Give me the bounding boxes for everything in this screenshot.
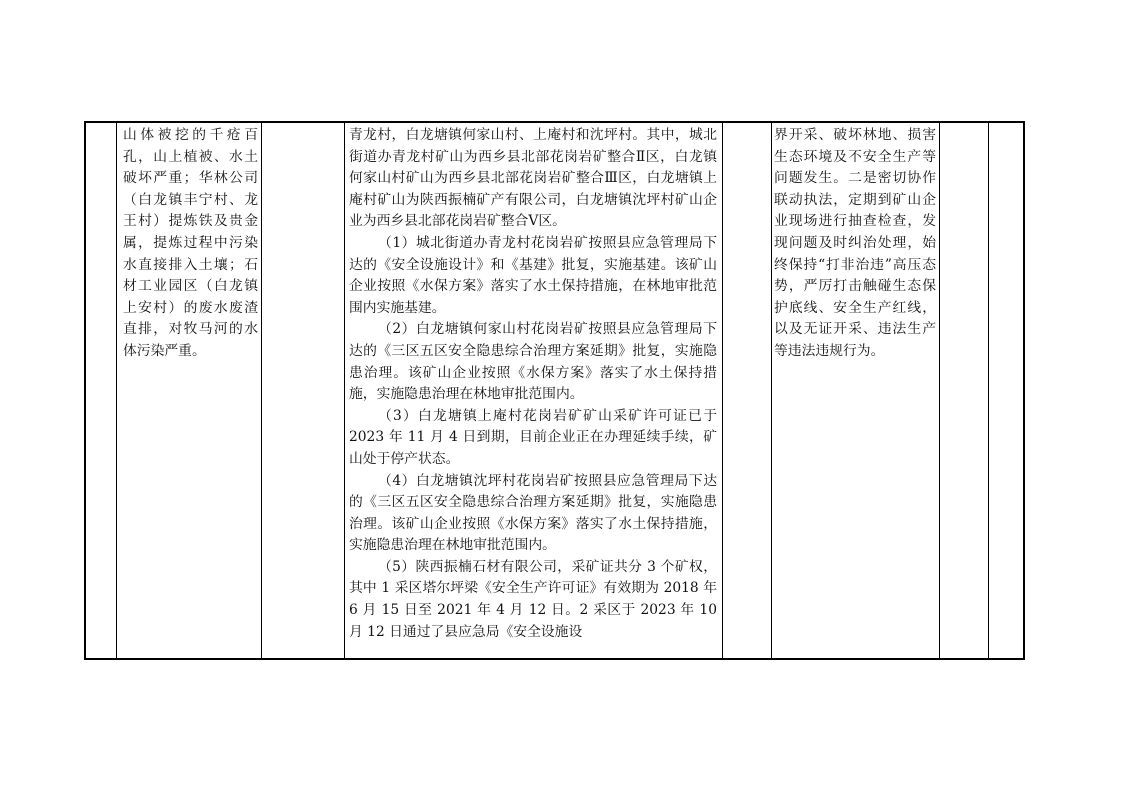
status-paragraph: （4）白龙塘镇沈坪村花岗岩矿按照县应急管理局下达的《三区五区安全隐患综合治理方案延期》批复，实施隐患治理。该矿山企业按照《水保方案》落实了水土保持措施，实施隐患治理在林地审批范围内。 <box>349 472 717 554</box>
status-paragraph: （3）白龙塘镇上庵村花岗岩矿矿山采矿许可证已于 2023 年 11 月 4 日到期，目前企业正在办理延续手续，矿山处于停产状态。 <box>349 407 717 467</box>
measures-cell <box>774 125 936 363</box>
status-paragraph: （5）陕西振楠石材有限公司，采矿证共分 3 个矿权，其中 1 采区塔尔坪梁《安全生产许可证》有效期为 2018 年 6 月 15 日至 2021 年 4 月 12 日。2 采区于 2023 年 10 月 12 日通过了县应急局《安全设施设 <box>349 558 717 640</box>
problem-description-cell <box>123 125 258 363</box>
status-paragraph: 青龙村，白龙塘镇何家山村、上庵村和沈坪村。其中，城北街道办青龙村矿山为西乡县北部花岗岩矿整合Ⅱ区，白龙镇何家山村矿山为西乡县北部花岗岩矿整合Ⅲ区，白龙塘镇上庵村矿山为陕西振楠矿产有限公司，白龙塘镇沈坪村矿山企业为西乡县北部花岗岩矿整合Ⅴ区。 <box>349 127 717 230</box>
status-paragraph: （2）白龙塘镇何家山村花岗岩矿按照县应急管理局下达的《三区五区安全隐患综合治理方案延期》批复，实施隐患治理。该矿山企业按照《水保方案》落实了水土保持措施，实施隐患治理在林地审批范围内。 <box>349 321 717 403</box>
measures-text: 界开采、破坏林地、损害生态环境及不安全生产等问题发生。二是密切协作联动执法，定期到矿山企业现场进行抽查检查，发现问题及时纠治处理，始终保持“打非治违”高压态势，严厉打击触碰生态保护底线、安全生产红线，以及无证开采、违法生产等违法违规行为。 <box>774 127 936 359</box>
column-divider <box>261 123 262 658</box>
problem-description-text: 山体被挖的千疮百孔，山上植被、水土破坏严重；华林公司（白龙镇丰宁村、龙王村）提炼铁及贵金属，提炼过程中污染水直接排入土壤；石材工业园区（白龙镇上安村）的废水废渣直排，对牧马河的水体污染严重。 <box>123 127 258 359</box>
status-paragraph: （1）城北街道办青龙村花岗岩矿按照县应急管理局下达的《安全设施设计》和《基建》批复，实施基建。该矿山企业按照《水保方案》落实了水土保持措施，在林地审批范围内实施基建。 <box>349 234 717 316</box>
column-divider <box>939 123 940 658</box>
column-divider <box>116 123 117 658</box>
column-divider <box>771 123 772 658</box>
rectification-status-cell <box>349 125 717 643</box>
report-table <box>84 121 1025 660</box>
column-divider <box>988 123 989 658</box>
column-divider <box>344 123 345 658</box>
column-divider <box>722 123 723 658</box>
